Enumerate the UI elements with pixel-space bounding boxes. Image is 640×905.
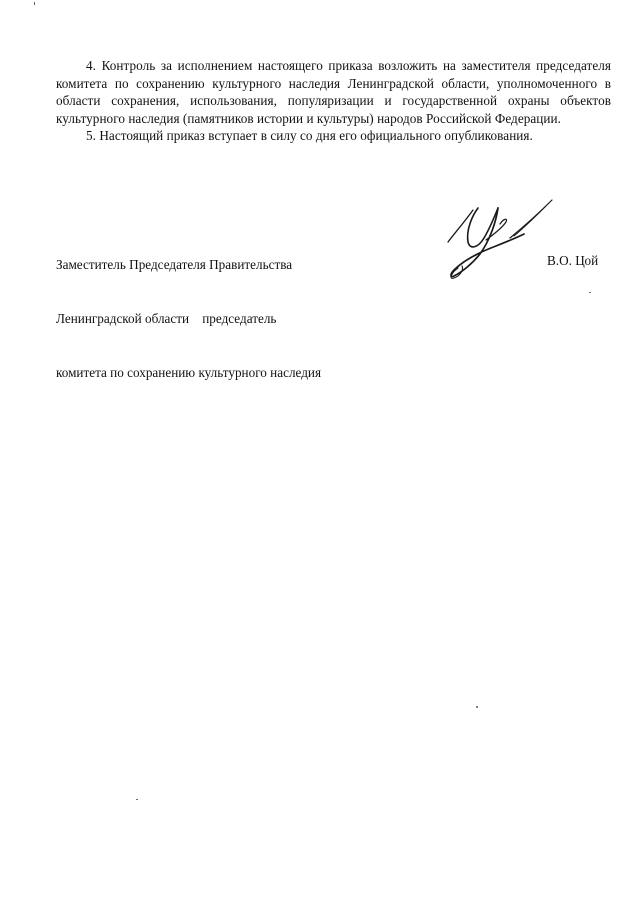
scan-speck — [589, 292, 591, 293]
signatory-block — [56, 220, 321, 418]
scan-speck — [476, 706, 478, 708]
paragraph-4: 4. Контроль за исполнением настоящего приказа возложить на заместителя председателя комитета по сохранению культурного наследия Ленинградской области, уполномоченного в области сохранения, использования, популяризации и государственной охраны объектов культурного наследия (памятников истории и культуры) народов Российской Федерации. — [56, 58, 611, 126]
scan-speck — [34, 2, 35, 5]
paragraph-5: 5. Настоящий приказ вступает в силу со дня его официального опубликования. — [86, 128, 533, 144]
document-body — [56, 57, 611, 145]
scan-speck — [136, 799, 138, 800]
signatory-title-line-2: Ленинградской области председатель — [56, 311, 277, 326]
signatory-title-line-1: Заместитель Председателя Правительства — [56, 257, 293, 272]
handwritten-signature — [440, 190, 560, 288]
signer-name: В.О. Цой — [547, 253, 599, 268]
signatory-title-line-3: комитета по сохранению культурного наследия — [56, 365, 322, 380]
